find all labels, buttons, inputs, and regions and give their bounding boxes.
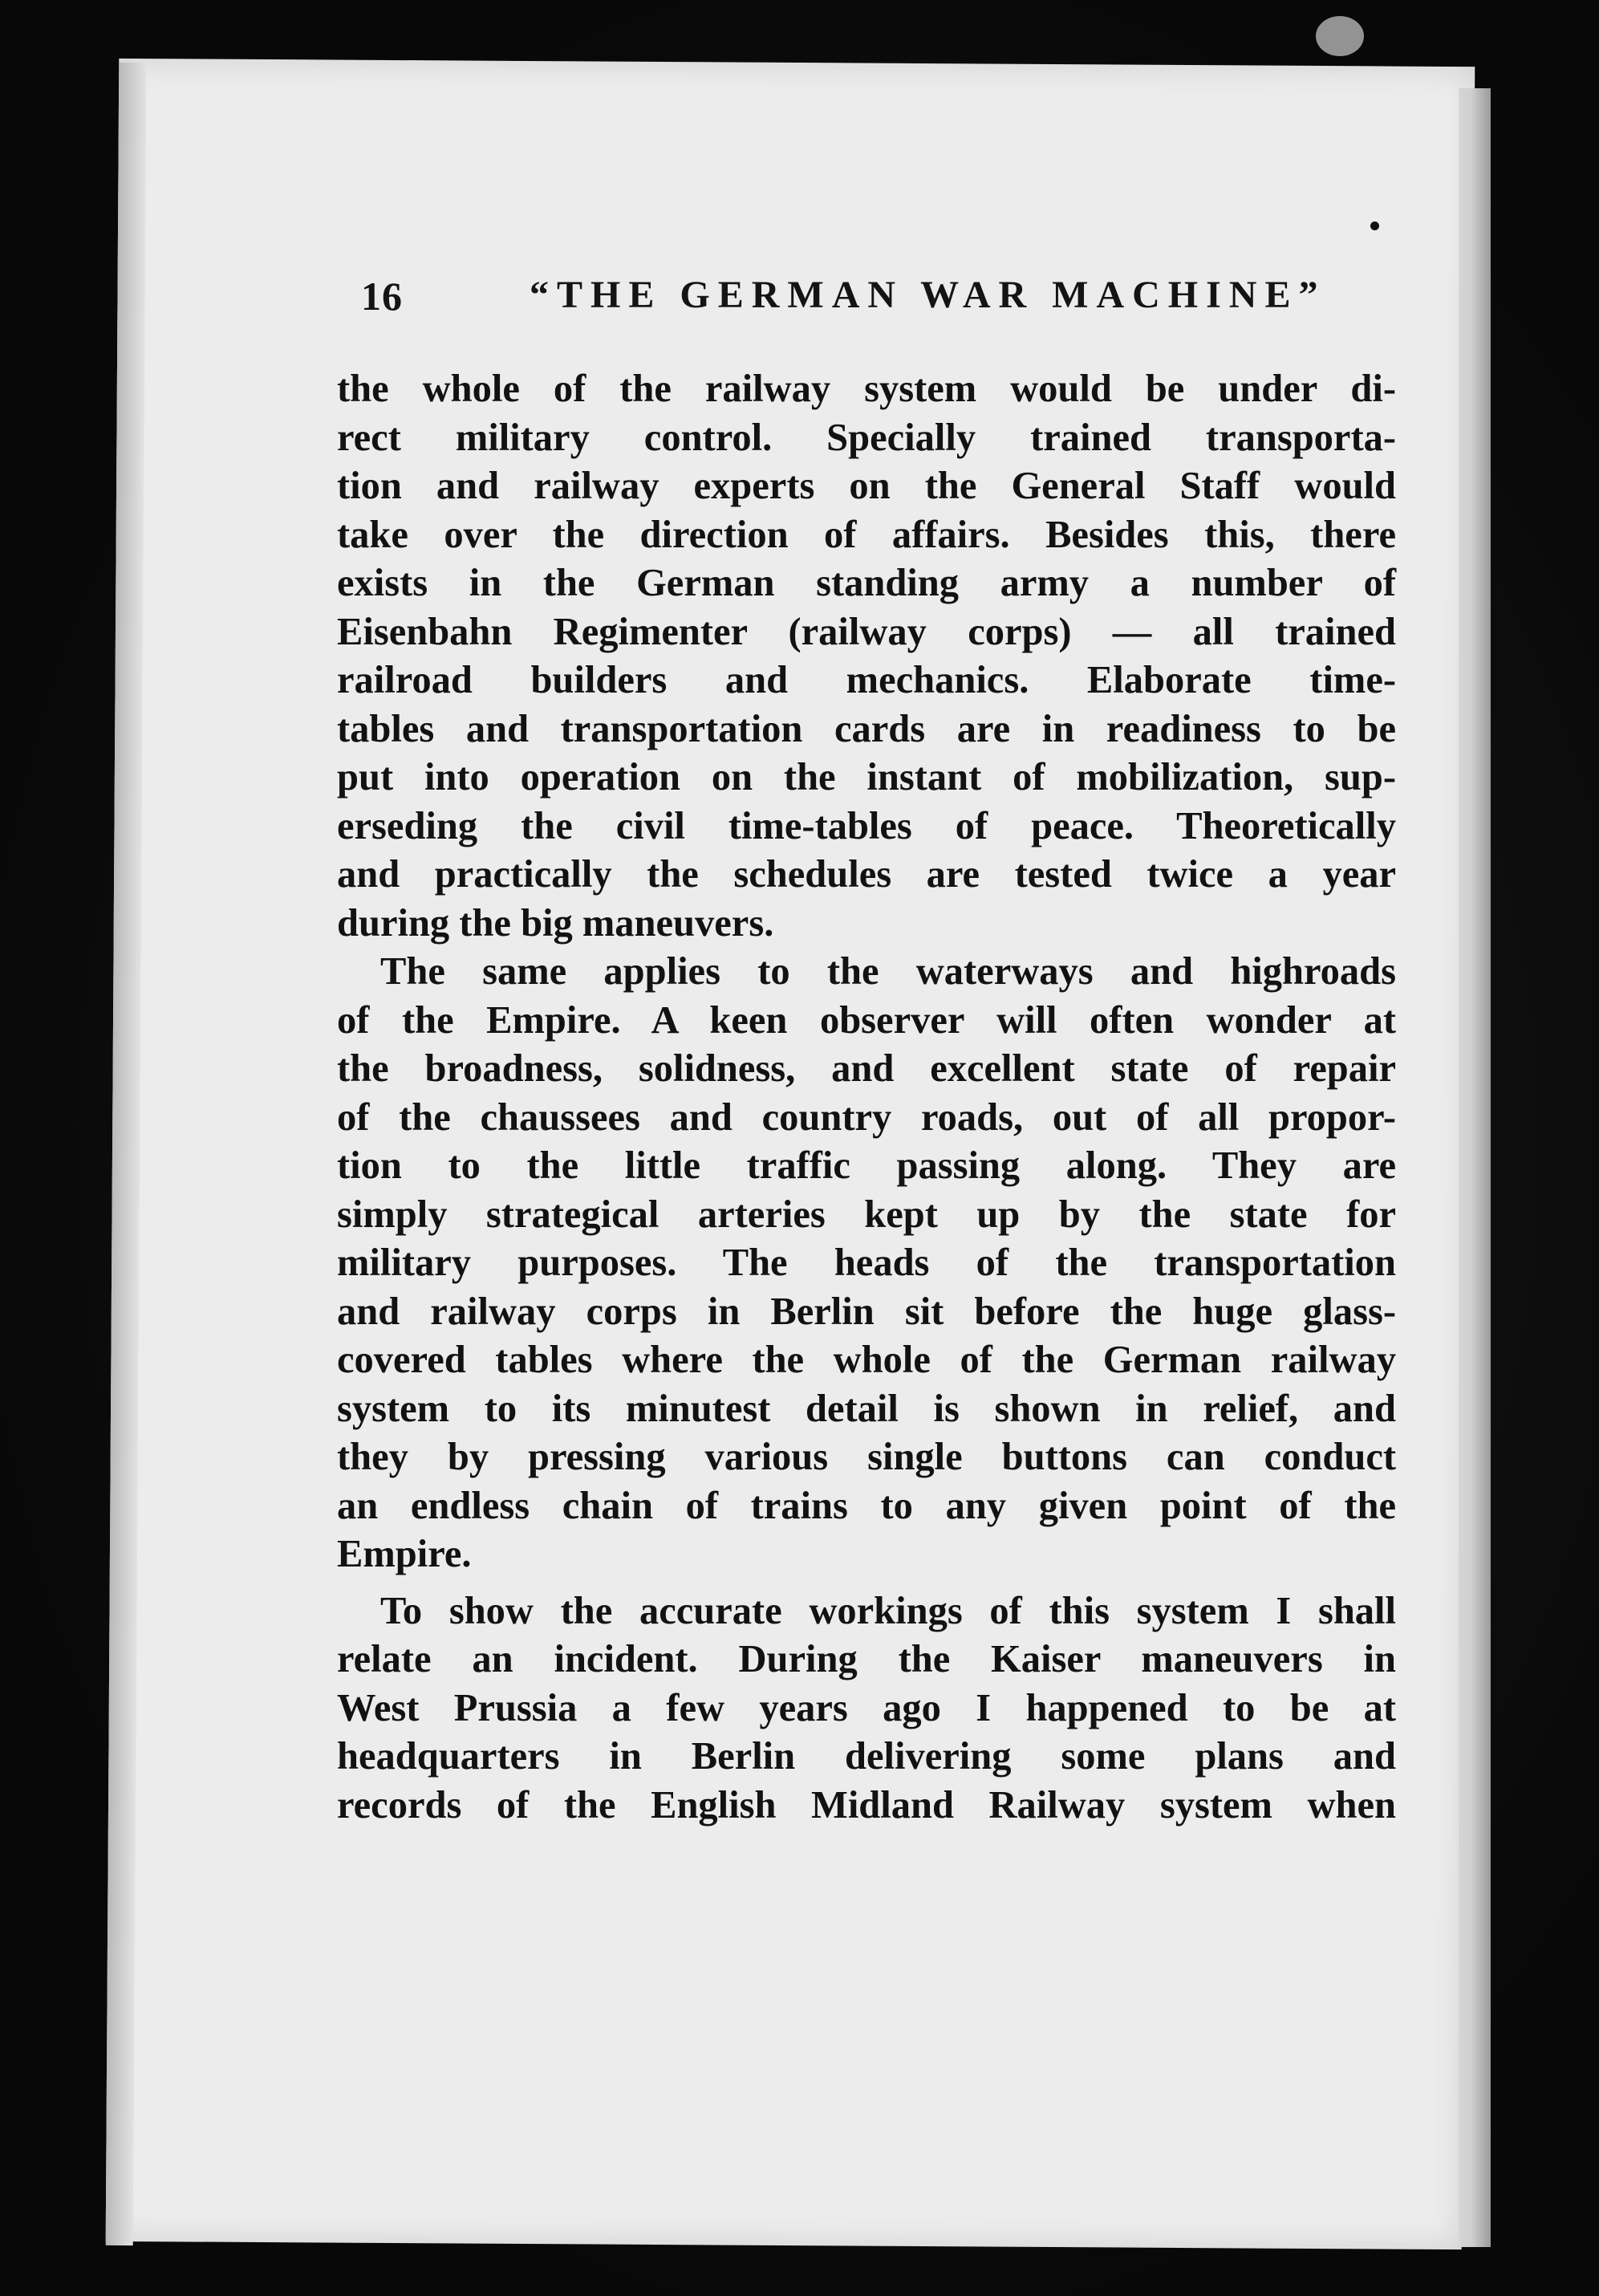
text-line: they by pressing various single buttons can conduct — [337, 1436, 1396, 1478]
paragraph-3 — [337, 1587, 1396, 1831]
text-line: rect military control. Specially trained transporta- — [337, 416, 1396, 459]
text-line: tion and railway experts on the General Staff would — [337, 465, 1396, 507]
text-line: West Prussia a few years ago I happened to be at — [337, 1686, 1396, 1729]
text-line: and railway corps in Berlin sit before the huge glass- — [337, 1290, 1396, 1333]
text-line: and practically the schedules are tested twice a year — [337, 853, 1396, 896]
text-line: relate an incident. During the Kaiser maneuvers in — [337, 1638, 1396, 1680]
text-line: during the big maneuvers. — [337, 901, 774, 945]
text-line: an endless chain of trains to any given point of the — [337, 1484, 1396, 1527]
text-line: the broadness, solidness, and excellent state of repair — [337, 1047, 1396, 1090]
text-line: of the Empire. A keen observer will often wonder at — [337, 998, 1396, 1042]
body-text — [337, 365, 1396, 1830]
text-line: headquarters in Berlin delivering some plans and — [337, 1735, 1396, 1778]
text-line: Empire. — [337, 1533, 472, 1575]
text-line: erseding the civil time-tables of peace. Theoretically — [337, 804, 1396, 847]
text-line: simply strategical arteries kept up by the state for — [337, 1193, 1396, 1236]
paragraph-1 — [337, 365, 1396, 948]
text-line: take over the direction of affairs. Besides this, there — [337, 513, 1396, 556]
text-line: To show the accurate workings of this system I shall — [380, 1589, 1396, 1632]
text-line: records of the English Midland Railway system when — [337, 1783, 1396, 1827]
dust-speck — [1370, 221, 1379, 230]
text-line: tables and transportation cards are in readiness to be — [337, 707, 1396, 750]
text-line: Eisenbahn Regimenter (railway corps) — all trained — [337, 610, 1396, 653]
text-line: tion to the little traffic passing along. They are — [337, 1144, 1396, 1187]
text-line: covered tables where the whole of the German railway — [337, 1339, 1396, 1381]
running-title: “THE GERMAN WAR MACHINE” — [530, 274, 1326, 316]
paragraph-2 — [337, 948, 1396, 1579]
dust-speck — [1316, 16, 1364, 56]
text-line: railroad builders and mechanics. Elaborate time- — [337, 659, 1396, 701]
text-line: system to its minutest detail is shown in relief, and — [337, 1387, 1396, 1430]
text-line: the whole of the railway system would be under di- — [337, 368, 1396, 410]
page-number: 16 — [361, 274, 403, 319]
running-head — [361, 273, 1404, 329]
page-fore-edge — [1459, 88, 1491, 2247]
text-line: put into operation on the instant of mobilization, sup- — [337, 756, 1396, 799]
text-line: exists in the German standing army a number of — [337, 562, 1396, 604]
text-line: The same applies to the waterways and highroads — [380, 950, 1396, 993]
text-line: military purposes. The heads of the transportation — [337, 1241, 1396, 1284]
text-line: of the chaussees and country roads, out of all propor- — [337, 1095, 1396, 1139]
